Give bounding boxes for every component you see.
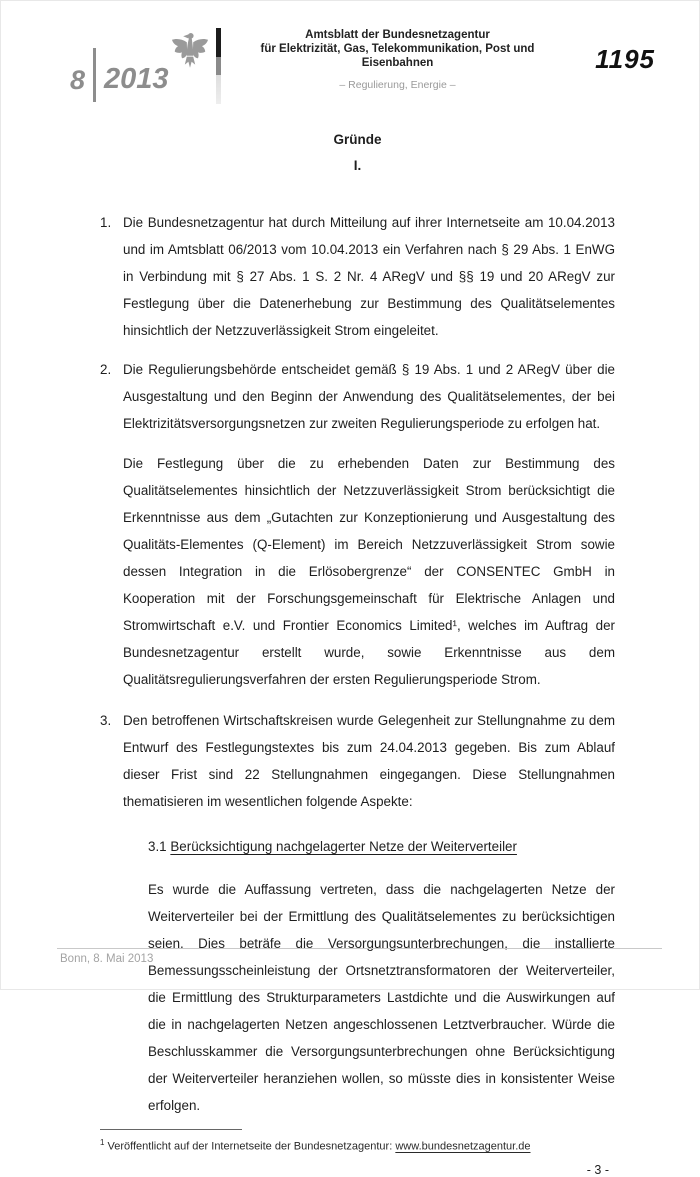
section-numeral: I.	[353, 158, 362, 173]
item-number: 3.	[100, 713, 112, 728]
numbered-item	[100, 209, 615, 344]
numbered-item	[100, 707, 615, 1119]
subsection-number: 3.1	[148, 839, 167, 854]
footnote-url: www.bundesnetzagentur.de	[395, 1140, 531, 1153]
footnote-separator	[100, 1129, 242, 1130]
federal-eagle-icon	[170, 30, 210, 81]
item-number: 1.	[100, 215, 112, 230]
document-body	[100, 132, 615, 1177]
document-page-number: - 3 -	[586, 1162, 609, 1177]
issue-divider	[93, 48, 96, 102]
footnote-block	[100, 1129, 615, 1155]
header-divider-bar	[216, 28, 221, 104]
paragraph: Den betroffenen Wirtschaftskreisen wurde Gelegenheit zur Stellungnahme zu dem Entwurf des Festlegungstextes bis zum 24.04.2013 gegeben. Bis zum Ablauf dieser Frist sind 22 Stellungnahmen eingegangen. Diese Stellungnahmen thematisieren im wesentlichen folgende Aspekte:	[123, 713, 615, 809]
footnote-text: Veröffentlicht auf der Internetseite der Bundesnetzagentur:	[104, 1140, 396, 1153]
issue-number: 8	[70, 65, 86, 95]
paragraph: Es wurde die Auffassung vertreten, dass die nachgelagerten Netze der Weiterverteiler bei der Ermittlung des Qualitätselementes zu berücksichtigen seien. Dies beträfe die Versorgungsunterbrechungen, die installierte Bemessungsscheinleistung der Ortsnetztransformatoren der Weiterverteiler, die Ermittlung des Strukturparameters Lastdichte und die Auswirkungen auf die in nachgelagerten Netzen angeschlossenen Letztverbraucher. Würde die Beschlusskammer die Versorgungsunterbrechungen ohne Berücksichtigung der Weiterverteiler heranziehen wollen, so müsste dies in konsistenter Weise erfolgen.	[148, 882, 615, 1113]
paragraph: Die Bundesnetzagentur hat durch Mitteilung auf ihrer Internetseite am 10.04.2013 und im Amtsblatt 06/2013 vom 10.04.2013 ein Verfahren nach § 29 Abs. 1 EnWG in Verbindung mit § 27 Abs. 1 S. 2 Nr. 4 ARegV und §§ 19 und 20 ARegV zur Festlegung über die Datenerhebung zur Bestimmung des Qualitätselementes hinsichtlich der Netzzuverlässigkeit Strom eingeleitet.	[123, 215, 615, 338]
item-number: 2.	[100, 362, 112, 377]
subsection-title: Berücksichtigung nachgelagerter Netze der Weiterverteiler	[170, 839, 517, 854]
masthead	[235, 28, 560, 91]
section-heading: Gründe	[333, 132, 382, 147]
footer-divider	[57, 948, 662, 949]
footer-date: Bonn, 8. Mai 2013	[60, 953, 154, 965]
subsection	[148, 833, 615, 1119]
page-header	[0, 26, 700, 110]
subsection-heading	[148, 833, 615, 860]
masthead-title-line2: für Elektrizität, Gas, Telekommunikation, Post und Eisenbahnen	[260, 43, 535, 69]
masthead-title-line1: Amtsblatt der Bundesnetzagentur	[305, 29, 490, 41]
gazette-page-number: 1195	[595, 44, 655, 74]
footnote-marker: 1	[100, 1138, 105, 1147]
paragraph: Die Regulierungsbehörde entscheidet gemäß § 19 Abs. 1 und 2 ARegV über die Ausgestaltung und den Beginn der Anwendung des Qualitätselementes, der bei Elektrizitätsversorgungsnetzen zur zweiten Regulierungsperiode zu erfolgen hat.	[123, 362, 615, 431]
paragraph: Die Festlegung über die zu erhebenden Daten zur Bestimmung des Qualitätselementes hinsichtlich der Netzzuverlässigkeit Strom berücksichtigt die Erkenntnisse aus dem „Gutachten zur Konzeptionierung und Ausgestaltung des Qualitäts-Elementes (Q-Element) im Bereich Netzzuverlässigkeit Strom sowie dessen Integration in die Erlösobergrenze“ der CONSENTEC GmbH in Kooperation mit der Forschungsgemeinschaft für Elektrische Anlagen und Stromwirtschaft e.V. und Frontier Economics Limited¹, welches im Auftrag der Bundesnetzagentur erstellt wurde, sowie Erkenntnisse aus dem Qualitätsregulierungsverfahren der ersten Regulierungsperiode Strom.	[123, 456, 615, 687]
issue-year: 2013	[104, 63, 169, 95]
issue-block	[70, 40, 169, 94]
numbered-item	[100, 356, 615, 693]
masthead-subtitle: – Regulierung, Energie –	[339, 79, 456, 91]
footnote	[100, 1135, 615, 1155]
page-footer	[0, 948, 700, 965]
